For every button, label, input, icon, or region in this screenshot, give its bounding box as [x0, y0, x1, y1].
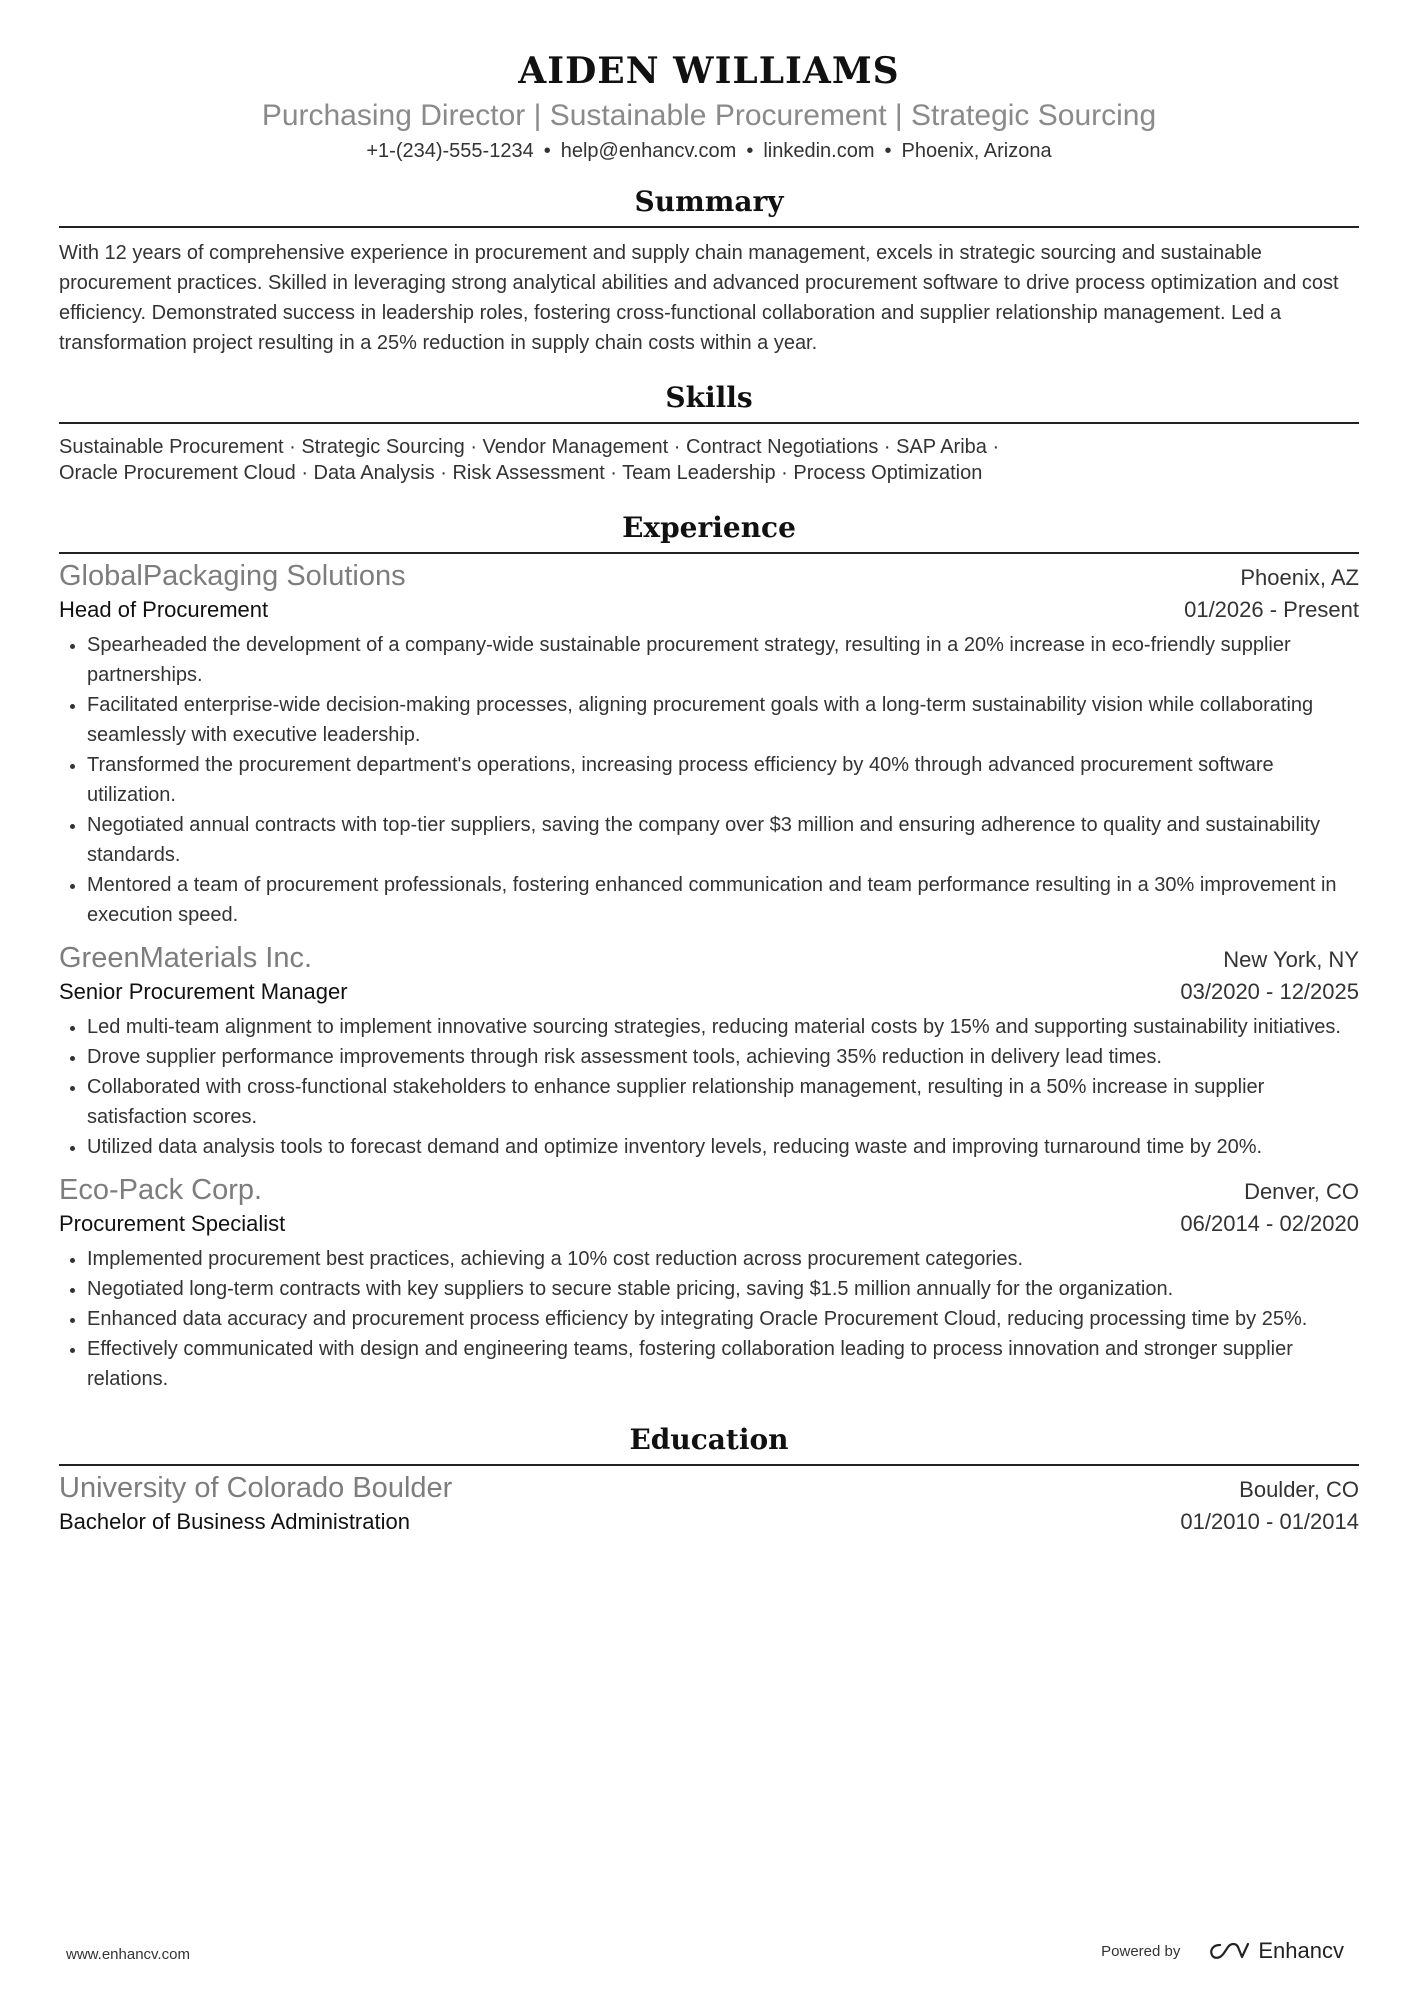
summary-text: With 12 years of comprehensive experience in procurement and supply chain management, excels in strategic sourcing and sustainable procurement practices. Skilled in leveraging strong analytical abilities and advanced procurement software to drive process optimization and cost efficiency. Demonstrated success in leadership roles, fostering cross-functional collaboration and supplier relationship management. Led a transformation project resulting in a 25% reduction in supply chain costs within a year. — [59, 242, 1339, 354]
enhancv-logo-icon — [1206, 1939, 1250, 1963]
candidate-headline: Purchasing Director | Sustainable Procurement | Strategic Sourcing — [261, 99, 1157, 132]
education-degree: Bachelor of Business Administration — [59, 1509, 410, 1534]
skills-line-2: Oracle Procurement Cloud · Data Analysis · Risk Assessment · Team Leadership · Process Optimization — [59, 462, 983, 484]
skills-line-1: Sustainable Procurement · Strategic Sourcing · Vendor Management · Contract Negotiations · SAP Ariba · — [59, 436, 1000, 458]
enhancv-logo[interactable] — [1206, 1938, 1344, 1964]
job-entry — [59, 940, 1359, 1162]
job-role: Procurement Specialist — [59, 1211, 286, 1236]
job-company: Eco-Pack Corp. — [59, 1174, 263, 1206]
contact-phone[interactable]: +1-(234)-555-1234 — [366, 140, 534, 162]
separator-dot: • — [746, 140, 754, 162]
job-header — [59, 940, 1359, 976]
contact-line — [59, 138, 1359, 164]
job-bullet: • Spearheaded the development of a company-wide sustainable procurement strategy, resulting in a 20% increase in eco-friendly supplier partnerships. — [87, 630, 1359, 690]
section-title-experience: Experience — [622, 511, 796, 544]
education-subheader — [59, 1506, 1359, 1538]
job-role: Head of Procurement — [59, 597, 269, 622]
skills-section — [59, 380, 1359, 486]
job-dates: 01/2026 - Present — [1184, 597, 1359, 622]
resume-page — [59, 0, 1359, 1538]
job-header — [59, 1172, 1359, 1208]
job-bullets — [59, 1244, 1359, 1394]
resume-header — [59, 0, 1359, 164]
job-bullet: • Utilized data analysis tools to forecast demand and optimize inventory levels, reducing waste and improving turnaround time by 20%. — [87, 1132, 1359, 1162]
contact-email[interactable]: help@enhancv.com — [560, 140, 737, 162]
job-bullet: • Negotiated long-term contracts with key suppliers to secure stable pricing, saving $1.5 million annually for the organization. — [87, 1274, 1359, 1304]
education-school: University of Colorado Boulder — [59, 1472, 453, 1504]
job-entry — [59, 1172, 1359, 1394]
education-location: Boulder, CO — [1239, 1477, 1359, 1502]
brand-name: Enhancv — [1258, 1938, 1344, 1963]
job-entry — [59, 558, 1359, 930]
section-divider — [59, 1464, 1359, 1466]
job-role: Senior Procurement Manager — [59, 979, 348, 1004]
job-bullet: • Implemented procurement best practices, achieving a 10% cost reduction across procurement categories. — [87, 1244, 1359, 1274]
job-bullet: • Collaborated with cross-functional stakeholders to enhance supplier relationship management, resulting in a 50% increase in supplier satisfaction scores. — [87, 1072, 1359, 1132]
job-header — [59, 558, 1359, 594]
job-bullet: • Effectively communicated with design and engineering teams, fostering collaboration leading to process innovation and stronger supplier relations. — [87, 1334, 1359, 1394]
powered-by-label: Powered by — [1101, 1942, 1181, 1960]
job-company: GlobalPackaging Solutions — [59, 560, 406, 592]
summary-section — [59, 184, 1359, 358]
section-title-skills: Skills — [665, 381, 753, 414]
section-title-summary: Summary — [634, 185, 784, 218]
footer-website[interactable]: www.enhancv.com — [66, 1946, 190, 1963]
job-bullet: • Drove supplier performance improvements through risk assessment tools, achieving 35% reduction in delivery lead times. — [87, 1042, 1359, 1072]
section-divider — [59, 552, 1359, 554]
job-bullet: • Facilitated enterprise-wide decision-making processes, aligning procurement goals with a long-term sustainability vision while collaborating seamlessly with executive leadership. — [87, 690, 1359, 750]
job-bullet: • Mentored a team of procurement professionals, fostering enhanced communication and team performance resulting in a 30% improvement in execution speed. — [87, 870, 1359, 930]
job-location: Phoenix, AZ — [1240, 565, 1359, 590]
job-bullet: • Negotiated annual contracts with top-tier suppliers, saving the company over $3 million and ensuring adherence to quality and sustainability standards. — [87, 810, 1359, 870]
job-bullets — [59, 1012, 1359, 1162]
footer-branding — [1101, 1938, 1344, 1964]
job-company: GreenMaterials Inc. — [59, 942, 313, 974]
education-dates: 01/2010 - 01/2014 — [1180, 1509, 1359, 1534]
job-subheader — [59, 594, 1359, 626]
candidate-name: AIDEN WILLIAMS — [518, 50, 900, 92]
separator-dot: • — [543, 140, 551, 162]
job-bullet: • Enhanced data accuracy and procurement process efficiency by integrating Oracle Procurement Cloud, reducing processing time by 25%. — [87, 1304, 1359, 1334]
job-bullet: • Led multi-team alignment to implement innovative sourcing strategies, reducing material costs by 15% and supporting sustainability initiatives. — [87, 1012, 1359, 1042]
job-dates: 03/2020 - 12/2025 — [1180, 979, 1359, 1004]
job-bullets — [59, 630, 1359, 930]
section-divider — [59, 226, 1359, 228]
contact-linkedin[interactable]: linkedin.com — [763, 140, 875, 162]
contact-location: Phoenix, Arizona — [901, 140, 1052, 162]
job-bullet: • Transformed the procurement department's operations, increasing process efficiency by 40% through advanced procurement software utilization. — [87, 750, 1359, 810]
section-title-education: Education — [629, 1423, 789, 1456]
education-header — [59, 1470, 1359, 1506]
experience-section — [59, 510, 1359, 1394]
education-section — [59, 1422, 1359, 1538]
job-location: Denver, CO — [1244, 1179, 1359, 1204]
section-divider — [59, 422, 1359, 424]
job-subheader — [59, 1208, 1359, 1240]
job-dates: 06/2014 - 02/2020 — [1180, 1211, 1359, 1236]
job-location: New York, NY — [1223, 947, 1359, 972]
separator-dot: • — [884, 140, 892, 162]
education-entry — [59, 1470, 1359, 1538]
job-subheader — [59, 976, 1359, 1008]
